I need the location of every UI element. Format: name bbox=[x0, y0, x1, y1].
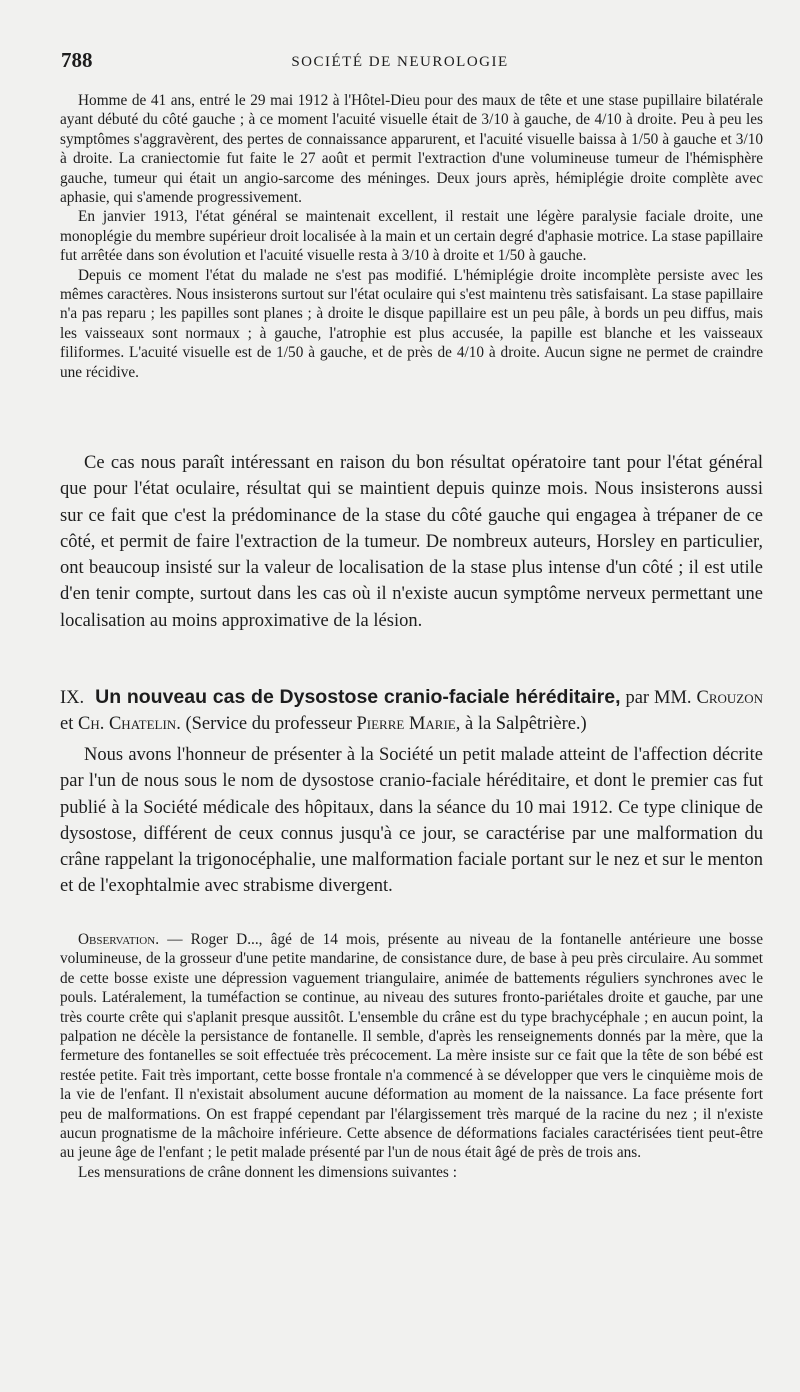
observation-1-paragraph: Depuis ce moment l'état du malade ne s'est pas modifié. L'hémiplégie droite incomplète persiste avec les mêmes caractères. Nous insisterons surtout sur l'état oculaire qui s'est maintenu très satisfaisant. La stase papillaire n'a pas reparu ; les papilles sont planes ; à droite le disque papillaire est un peu pâle, à bords un peu diffus, mais les vaisseaux sont normaux ; à gauche, l'atrophie est plus accusée, la papille est blanche et les vaisseaux filiformes. L'acuité visuelle est de 1/50 à gauche, et de près de 4/10 à droite. Aucun signe ne permet de craindre une récidive. bbox=[60, 266, 763, 381]
page-number: 788 bbox=[61, 48, 93, 72]
section-location: , à la Salpêtrière.) bbox=[455, 714, 587, 734]
observation-2-last-line: Les mensurations de crâne donnent les dimensions suivantes : bbox=[78, 1163, 457, 1181]
observation-label: Observation. bbox=[78, 931, 160, 948]
section-and: et bbox=[60, 714, 74, 734]
observation-2-text: — Roger D..., âgé de 14 mois, présente au niveau de la fontanelle antérieure une bosse volumineuse, de la grosseur d'une petite mandarine, de consistance dure, de base à peu près circulaire. Au sommet de cette bosse existe une dépression vaguement triangulaire, animée de battements réguliers synchrones avec le pouls. Latéralement, la tuméfaction se continue, au niveau des sutures fronto-pariétales droite et gauche, par une très courte crête qui s'aplanit presque aussitôt. L'ensemble du crâne est du type brachycéphale ; en aucun point, la palpation ne décèle la persistance de fontanelle. Il semble, d'après les renseignements donnés par la mère, que la fermeture des fontanelles se soit effectuée très précocement. La mère insiste sur ce fait que la tête de son bébé est restée petite. Fait très important, cette bosse frontale n'a commencé à se développer que vers le cinquième mois de la vie de l'enfant. Il n'existait absolument aucune déformation au moment de la naissance. La face présente fort peu de malformations. On est frappé cependant par l'élargissement très marqué de la racine du nez ; il n'existe aucun prognatisme de la mâchoire inférieure. Cette absence de déformations faciales caractérisées tient peut-être au jeune âge de l'enfant ; le petit malade présenté par l'un de nous était âgé de près de trois ans. bbox=[60, 931, 763, 1162]
observation-2-paragraph bbox=[60, 930, 763, 1163]
presentation-paragraph: Nous avons l'honneur de présenter à la Société un petit malade atteint de l'affection décrite par l'un de nous sous le nom de dysostose cranio-faciale héréditaire, et dont le premier cas fut publié à la Société médicale des hôpitaux, dans la séance du 10 mai 1912. Ce type clinique de dysostose, différent de ceux connus jusqu'à ce jour, se caractérise par une malformation du crâne rappelant la trigonocéphalie, une malformation faciale portant sur le nez et sur le menton et de l'exophtalmie avec strabisme divergent. bbox=[60, 745, 763, 897]
observation-1 bbox=[60, 91, 763, 382]
conclusion-block bbox=[60, 450, 763, 634]
section-service: . (Service du professeur bbox=[176, 714, 352, 734]
observation-2 bbox=[60, 930, 763, 1182]
section-heading bbox=[60, 684, 763, 737]
section-title: Un nouveau cas de Dysostose cranio-faciale héréditaire, bbox=[95, 686, 621, 708]
conclusion-paragraph: Ce cas nous paraît intéressant en raison du bon résultat opératoire tant pour l'état général que pour l'état oculaire, résultat qui se maintient depuis quinze mois. Nous insisterons aussi sur ce fait que c'est la prédominance de la stase du côté gauche qui engagea à trépaner de ce côté, et permit de faire l'extraction de la tumeur. De nombreux auteurs, Horsley en particulier, ont beaucoup insisté sur la valeur de localisation de la stase plus intense d'un côté ; il est utile d'en tenir compte, surtout dans les cas où il n'existe aucun symptôme nerveux permettant une localisation au moins approximative de la lésion. bbox=[60, 453, 763, 631]
author-1: Crouzon bbox=[696, 688, 763, 708]
running-head: SOCIÉTÉ DE NEUROLOGIE bbox=[291, 54, 509, 70]
observation-1-paragraph: En janvier 1913, l'état général se maintenait excellent, il restait une légère paralysie faciale droite, une monoplégie du membre supérieur droit localisée à la main et un certain degré d'aphasie motrice. La stase papillaire fut arrêtée dans son évolution et l'acuité visuelle resta à 3/10 à droite et 1/50 à gauche. bbox=[60, 208, 763, 265]
section-by: par MM. bbox=[625, 688, 692, 708]
section-number: IX. bbox=[60, 688, 85, 708]
presentation-block bbox=[60, 742, 763, 900]
author-2: Ch. Chatelin bbox=[77, 714, 177, 734]
observation-1-paragraph: Homme de 41 ans, entré le 29 mai 1912 à l'Hôtel-Dieu pour des maux de tête et une stase pupillaire bilatérale ayant débuté du côté gauche ; à ce moment l'acuité visuelle était de 3/10 à gauche, de 4/10 à droite. Peu à peu les symptômes s'aggravèrent, des pertes de connaissance apparurent, et l'acuité visuelle baissa à 1/50 à gauche et 3/10 à droite. La craniectomie fut faite le 27 août et permit l'extraction d'une volumineuse tumeur de l'hémisphère gauche, tumeur qui était un angio-sarcome des méninges. Deux jours après, hémiplégie droite complète avec aphasie, qui s'amende progressivement. bbox=[60, 92, 763, 207]
professor-name: Pierre Marie bbox=[356, 714, 456, 734]
